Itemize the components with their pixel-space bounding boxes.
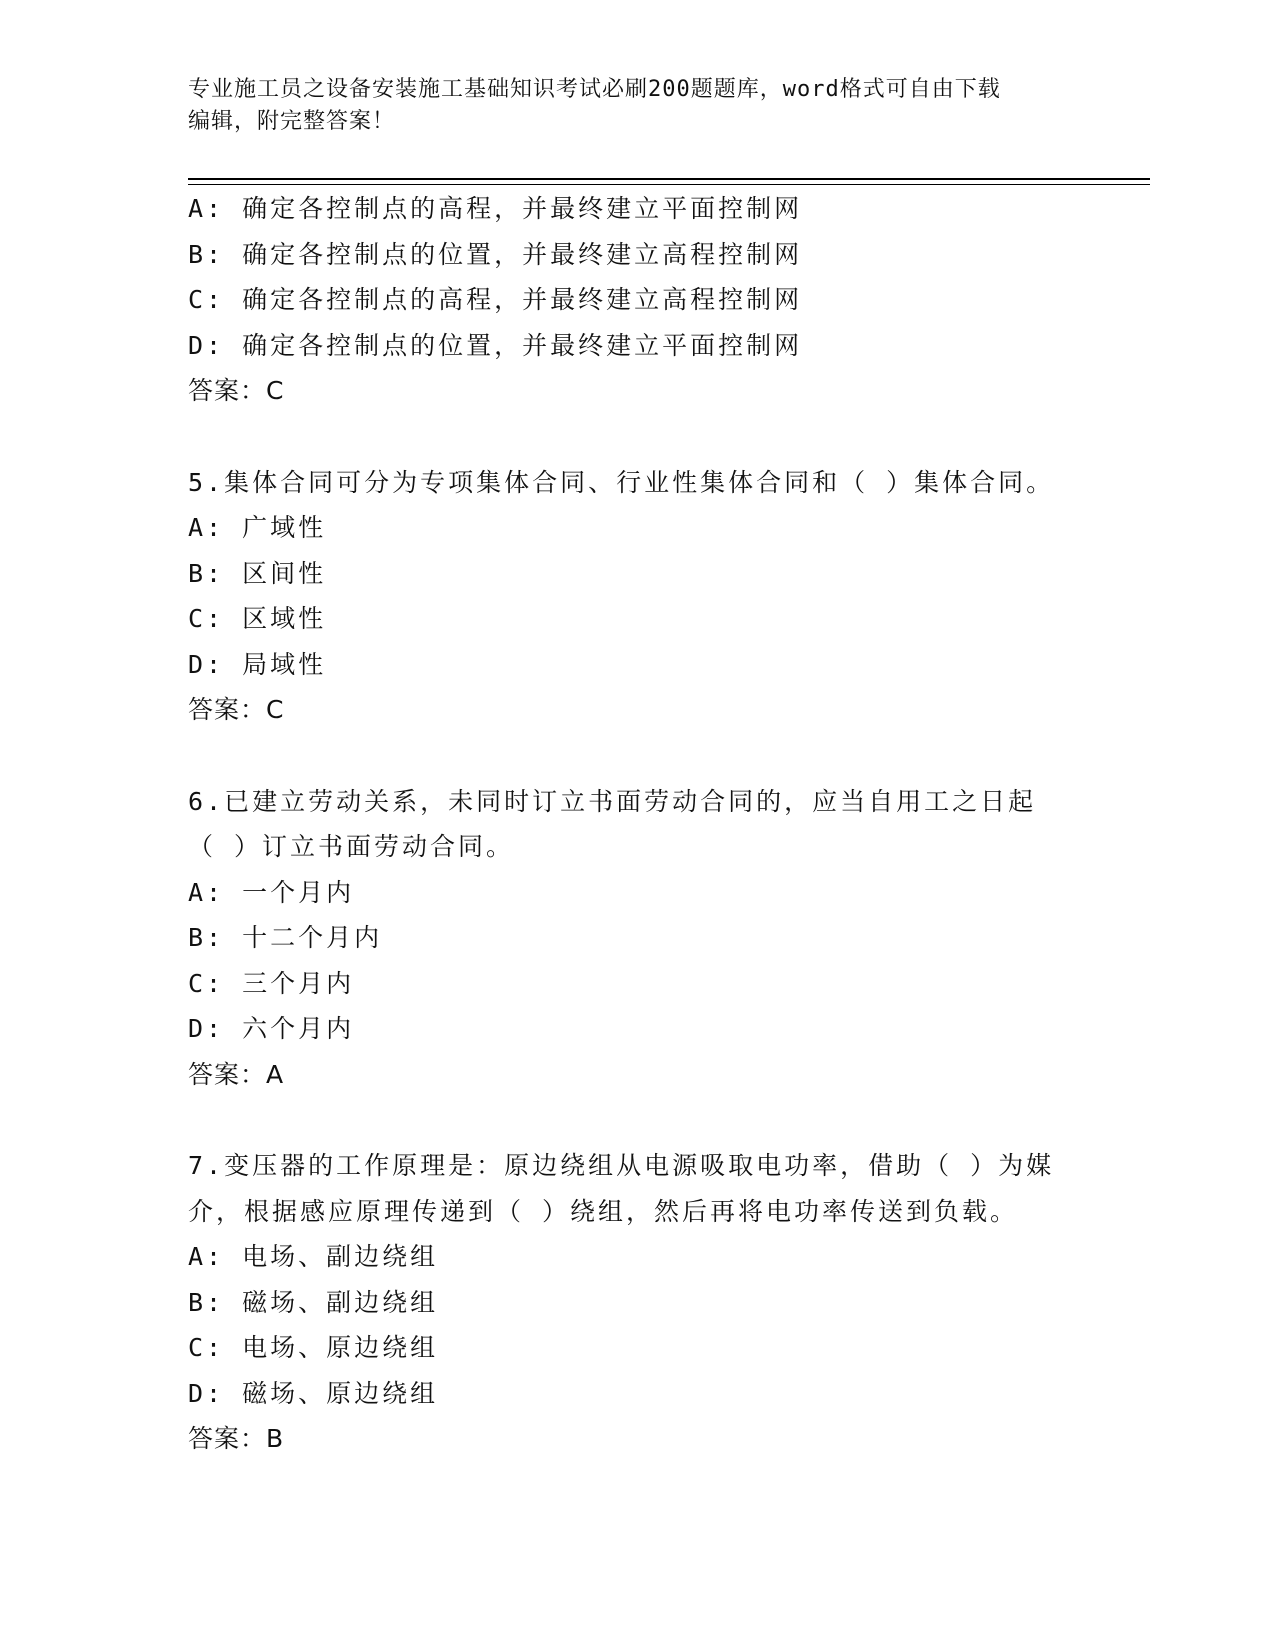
question-stem-line-1: 7.变压器的工作原理是：原边绕组从电源吸取电功率，借助（ ）为媒 xyxy=(188,1151,1055,1180)
question-6 xyxy=(188,779,1148,1098)
option-c: C: 确定各控制点的高程，并最终建立高程控制网 xyxy=(188,285,803,314)
option-a: A: 电场、副边绕组 xyxy=(188,1242,439,1271)
option-d: D: 局域性 xyxy=(188,649,327,679)
question-stem-line-2: 介，根据感应原理传递到（ ）绕组，然后再将电功率传送到负载。 xyxy=(188,1196,1019,1226)
question-stem-line-1: 6.已建立劳动关系，未同时订立书面劳动合同的，应当自用工之日起 xyxy=(188,786,1037,816)
header-rule-thick xyxy=(188,178,1150,180)
question-stem-line-2: （ ）订立书面劳动合同。 xyxy=(188,832,515,861)
option-a: A: 广域性 xyxy=(188,513,327,542)
option-d: D: 磁场、原边绕组 xyxy=(188,1378,439,1408)
answer: 答案：B xyxy=(188,1424,285,1453)
question-list xyxy=(188,186,1148,1462)
option-b: B: 十二个月内 xyxy=(188,923,383,952)
question-stem: 5.集体合同可分为专项集体合同、行业性集体合同和（ ）集体合同。 xyxy=(188,467,1055,497)
document-header xyxy=(188,74,1088,138)
question-5 xyxy=(188,460,1148,733)
option-c: C: 三个月内 xyxy=(188,968,355,998)
option-d: D: 六个月内 xyxy=(188,1014,355,1043)
option-b: B: 区间性 xyxy=(188,558,327,588)
option-a: A: 一个月内 xyxy=(188,877,355,907)
answer: 答案：C xyxy=(188,695,285,724)
header-rule-thin xyxy=(188,184,1150,185)
option-d: D: 确定各控制点的位置，并最终建立平面控制网 xyxy=(188,330,803,360)
question-4 xyxy=(188,186,1148,414)
answer: 答案：A xyxy=(188,1059,285,1089)
option-b: B: 确定各控制点的位置，并最终建立高程控制网 xyxy=(188,239,803,269)
option-c: C: 电场、原边绕组 xyxy=(188,1333,439,1362)
answer: 答案：C xyxy=(188,376,285,405)
header-line-2: 编辑，附完整答案！ xyxy=(188,109,396,134)
question-7 xyxy=(188,1143,1148,1462)
option-a: A: 确定各控制点的高程，并最终建立平面控制网 xyxy=(188,194,803,223)
option-b: B: 磁场、副边绕组 xyxy=(188,1287,439,1317)
header-line-1: 专业施工员之设备安装施工基础知识考试必刷200题题库，word格式可自由下载 xyxy=(188,77,1001,102)
option-c: C: 区域性 xyxy=(188,604,327,633)
